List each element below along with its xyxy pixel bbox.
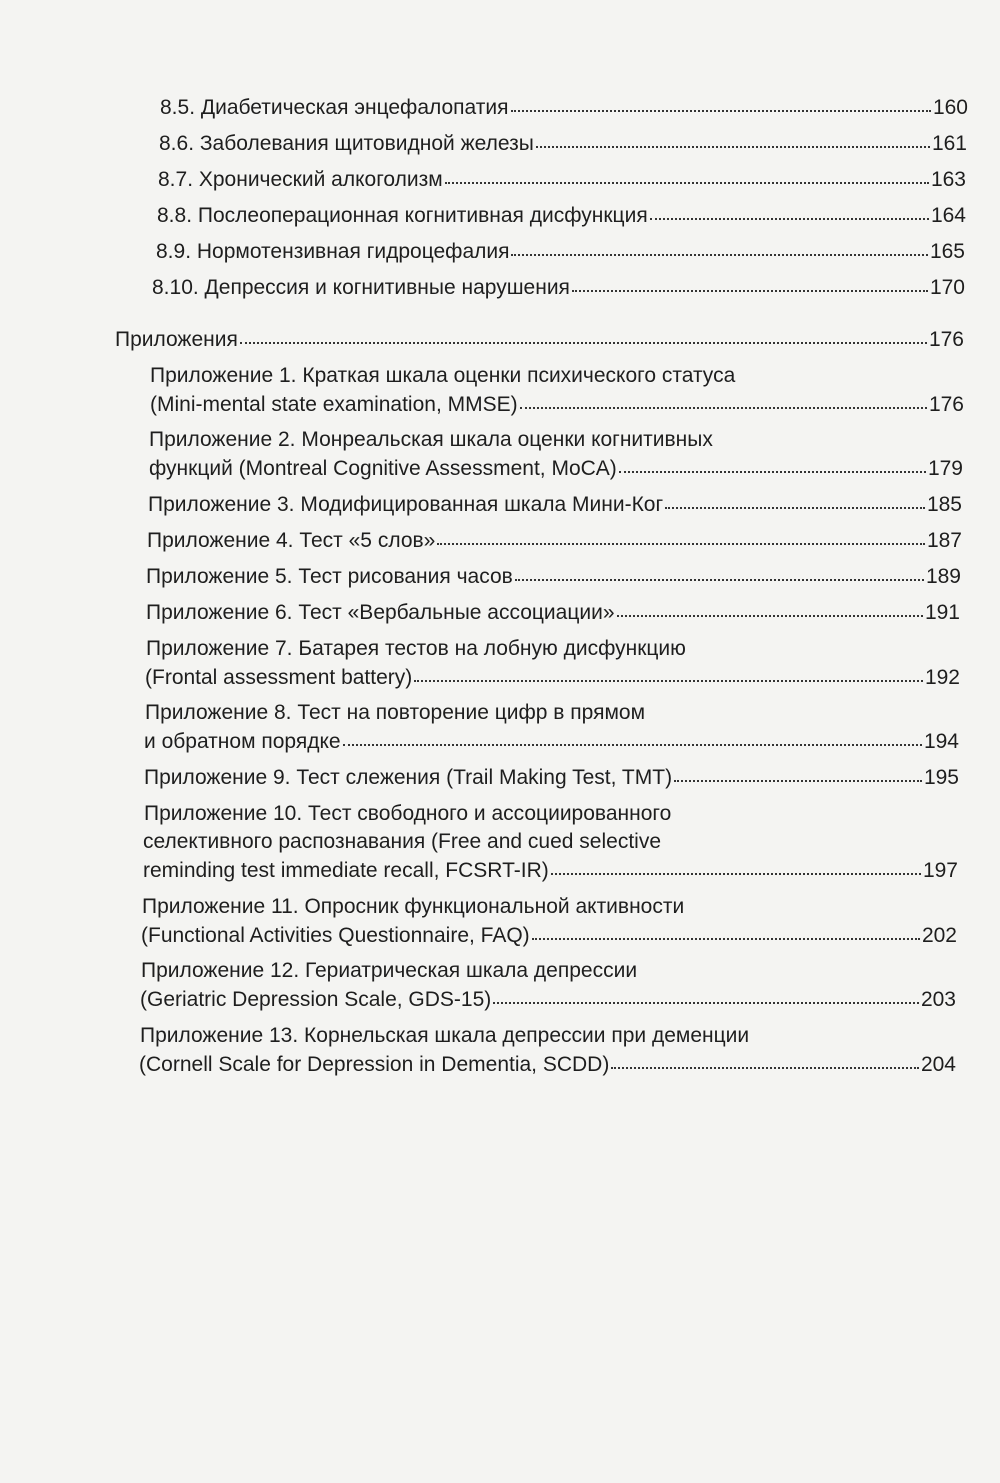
toc-entry-page: 170 (929, 276, 965, 299)
toc-entry-page: 161 (931, 132, 967, 155)
toc-entry-title: (Frontal assessment battery) (145, 666, 413, 689)
toc-entry-page: 197 (922, 859, 958, 882)
toc-entry-title: Приложение 4. Тест «5 слов» (147, 529, 436, 552)
dot-leader (511, 109, 931, 112)
dot-leader (515, 578, 924, 581)
toc-entry-page: 187 (926, 529, 962, 552)
toc-entry-title: 8.8. Послеоперационная когнитивная дисфункция (157, 204, 648, 227)
toc-entry-page: 202 (921, 924, 957, 947)
toc-entry-title: 8.9. Нормотензивная гидроцефалия (156, 240, 510, 263)
dot-leader (551, 872, 921, 875)
toc-entry-page: 185 (926, 493, 962, 516)
toc-entry-title: Приложение 3. Модифицированная шкала Мини-Ког (148, 493, 664, 516)
toc-entry (149, 456, 963, 482)
toc-entry-title: 8.7. Хронический алкоголизм (158, 168, 443, 191)
toc-entry (144, 729, 959, 755)
toc-entry-title: Приложение 5. Тест рисования часов (146, 565, 513, 588)
toc-entry (152, 275, 965, 301)
dot-leader (414, 679, 923, 682)
toc-entry (143, 858, 958, 884)
toc-entry-title: 8.10. Депрессия и когнитивные нарушения (152, 276, 570, 299)
toc-entry-page: 163 (930, 168, 966, 191)
toc-entry-page: 203 (920, 988, 956, 1011)
toc-section-heading (115, 327, 964, 353)
toc-entry (145, 665, 960, 691)
toc-entry (160, 95, 968, 121)
toc-entry-title: (Mini-mental state examination, MMSE) (150, 393, 518, 416)
dot-leader (493, 1001, 919, 1004)
toc-entry-page: 195 (923, 766, 959, 789)
toc-entry-title: (Functional Activities Questionnaire, FAQ) (141, 924, 530, 947)
toc-entry-title: reminding test immediate recall, FCSRT-IR) (143, 859, 549, 882)
dot-leader (619, 470, 926, 473)
toc-entry-title: 8.6. Заболевания щитовидной железы (159, 132, 534, 155)
dot-leader (532, 937, 920, 940)
toc-entry-page: 189 (925, 565, 961, 588)
toc-entry (144, 765, 959, 791)
toc-entry (159, 131, 967, 157)
toc-entry (147, 528, 962, 554)
dot-leader (611, 1066, 919, 1069)
toc-entry-page: 179 (927, 457, 963, 480)
toc-section-page: 176 (928, 328, 964, 351)
toc-entry-title: и обратном порядке (144, 730, 341, 753)
toc-entry-page: 165 (929, 240, 965, 263)
dot-leader (665, 506, 925, 509)
toc-entry (146, 564, 961, 590)
dot-leader (650, 217, 929, 220)
toc-entry (140, 987, 956, 1013)
dot-leader (511, 253, 927, 256)
dot-leader (674, 779, 922, 782)
toc-entry (141, 923, 957, 949)
toc-entry-title-line: Приложение 11. Опросник функциональной активности (142, 895, 685, 918)
toc-entry-title-line: Приложение 1. Краткая шкала оценки психического статуса (150, 364, 736, 387)
toc-entry (148, 492, 962, 518)
toc-entry-title-line: Приложение 12. Гериатрическая шкала депрессии (141, 959, 638, 982)
toc-entry-page: 164 (930, 204, 966, 227)
toc-entry-page: 192 (924, 666, 960, 689)
toc-entry (157, 203, 966, 229)
toc-entry (156, 239, 965, 265)
dot-leader (536, 145, 930, 148)
toc-entry (150, 392, 964, 418)
toc-entry-title: функций (Montreal Cognitive Assessment, MoCA) (149, 457, 617, 480)
toc-entry-title: Приложение 9. Тест слежения (Trail Making Test, TMT) (144, 766, 673, 789)
toc-entry-title-line: Приложение 10. Тест свободного и ассоциированного (144, 802, 672, 825)
toc-entry (146, 600, 960, 626)
toc-entry-title: (Cornell Scale for Depression in Dementia, SCDD) (139, 1053, 610, 1076)
toc-entry (139, 1052, 956, 1078)
dot-leader (343, 743, 922, 746)
toc-entry-title: Приложение 6. Тест «Вербальные ассоциации» (146, 601, 615, 624)
toc-entry-title: 8.5. Диабетическая энцефалопатия (160, 96, 509, 119)
toc-entry-page: 191 (924, 601, 960, 624)
toc-entry-title-line: Приложение 8. Тест на повторение цифр в прямом (145, 701, 646, 724)
toc-section-title: Приложения (115, 328, 238, 351)
toc-entry-page: 176 (928, 393, 964, 416)
toc-entry-page: 160 (932, 96, 968, 119)
toc-entry-title: (Geriatric Depression Scale, GDS-15) (140, 988, 492, 1011)
dot-leader (520, 406, 927, 409)
dot-leader (572, 289, 928, 292)
toc-entry-page: 194 (923, 730, 959, 753)
toc-entry (158, 167, 966, 193)
toc-entry-page: 204 (920, 1053, 956, 1076)
dot-leader (445, 181, 929, 184)
toc-entry-title-line: Приложение 13. Корнельская шкала депрессии при деменции (140, 1024, 750, 1047)
toc-entry-title-line: Приложение 7. Батарея тестов на лобную дисфункцию (146, 637, 686, 660)
dot-leader (240, 341, 927, 344)
dot-leader (437, 542, 925, 545)
dot-leader (617, 614, 923, 617)
toc-entry-title-line: селективного распознавания (Free and cued selective (143, 830, 661, 853)
toc-entry-title-line: Приложение 2. Монреальская шкала оценки когнитивных (149, 428, 713, 451)
